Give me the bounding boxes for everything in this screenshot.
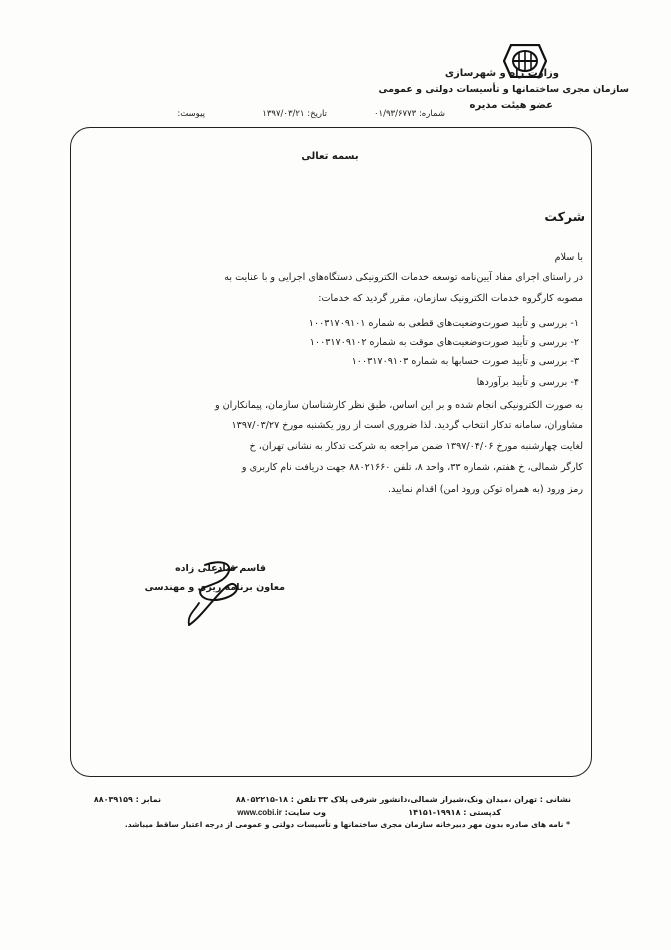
signatory-name: قاسم قبادعلی زاده	[175, 563, 266, 574]
list-item: ۳- بررسی و تأیید صورت حسابها به شماره ۱۰۰۳۱۷۰۹۱۰۳	[351, 356, 579, 367]
letter-date	[262, 109, 327, 119]
basmala: بسمه تعالی	[301, 151, 359, 162]
letter-frame	[70, 127, 592, 777]
website-label: وب سایت:	[284, 808, 326, 817]
list-item: ۲- بررسی و تأیید صورت‌وضعیت‌های موقت به شماره ۱۰۰۳۱۷۰۹۱۰۲	[309, 337, 579, 348]
letter-number	[374, 109, 445, 119]
footer-phone: تلفن : ۱۸-۸۸۰۵۲۲۱۵	[235, 795, 316, 804]
number-value: ۰۱/۹۳/۶۷۷۳	[373, 109, 417, 119]
greeting: با سلام	[554, 252, 583, 263]
paragraph2-line: رمز ورود (به همراه توکن ورود امن) اقدام نمایید.	[388, 484, 583, 495]
footer-website	[237, 808, 326, 817]
list-item: ۱- بررسی و تأیید صورت‌وضعیت‌های قطعی به شماره ۱۰۰۳۱۷۰۹۱۰۱	[308, 318, 579, 329]
attachment-label: پیوست:	[177, 109, 205, 119]
recipient: شرکت	[544, 209, 585, 224]
paragraph1-line: در راستای اجرای مفاد آیین‌نامه توسعه خدمات الکترونیکی دستگاه‌های اجرایی و با عنایت به	[224, 272, 583, 283]
footer-postal-code: کدپستی : ۱۹۹۱۸-۱۴۱۵۱	[408, 808, 501, 817]
paragraph2-line: لغایت چهارشنبه مورخ ۱۳۹۷/۰۴/۰۶ ضمن مراجعه به شرکت تدکار به نشانی تهران، خ	[249, 441, 583, 452]
website-link[interactable]: www.cobi.ir	[237, 808, 282, 817]
letter-attachment	[177, 109, 205, 119]
footer-fax: نمابر : ۸۸۰۳۹۱۵۹	[93, 795, 161, 804]
list-item: ۴- بررسی و تأیید برآوردها	[476, 377, 579, 388]
paragraph2-line: کارگر شمالی، خ هفتم، شماره ۳۳، واحد ۸، تلفن ۸۸۰۲۱۶۶۰ جهت دریافت نام کاربری و	[241, 462, 583, 473]
date-value: ۱۳۹۷/۰۳/۲۱	[262, 109, 305, 119]
ministry-name: وزارت راه و شهرسازی	[444, 68, 559, 79]
number-label: شماره:	[418, 109, 445, 119]
member-title: عضو هیئت مدیره	[469, 100, 553, 111]
organization-name: سازمان مجری ساختمانها و تأسیسات دولتی و عمومی	[378, 84, 629, 95]
footer-address: نشانی : تهران ،میدان ونک،شیراز شمالی،دانشور شرقی پلاک ۳۳	[318, 795, 571, 804]
letter-meta	[145, 109, 445, 123]
date-label: تاریخ:	[307, 109, 327, 119]
paragraph1-line: مصوبه کارگروه خدمات الکترونیک سازمان، مقرر گردید که خدمات:	[318, 293, 583, 304]
footer-note: * نامه های صادره بدون مهر دبیرخانه سازمان مجری ساختمانها و تأسیسات دولتی و عمومی از درجه اعتبار ساقط میباشد.	[124, 820, 570, 829]
paragraph2-line: مشاوران، سامانه تدکار انتخاب گردید. لذا ضروری است از روز یکشنبه مورخ ۱۳۹۷/۰۳/۲۷	[231, 420, 583, 431]
paragraph2-line: به صورت الکترونیکی انجام شده و بر این اساس، طبق نظر کارشناسان سازمان، پیمانکاران و	[214, 400, 583, 411]
signatory-title: معاون برنامه ریزی و مهندسی	[144, 582, 285, 593]
